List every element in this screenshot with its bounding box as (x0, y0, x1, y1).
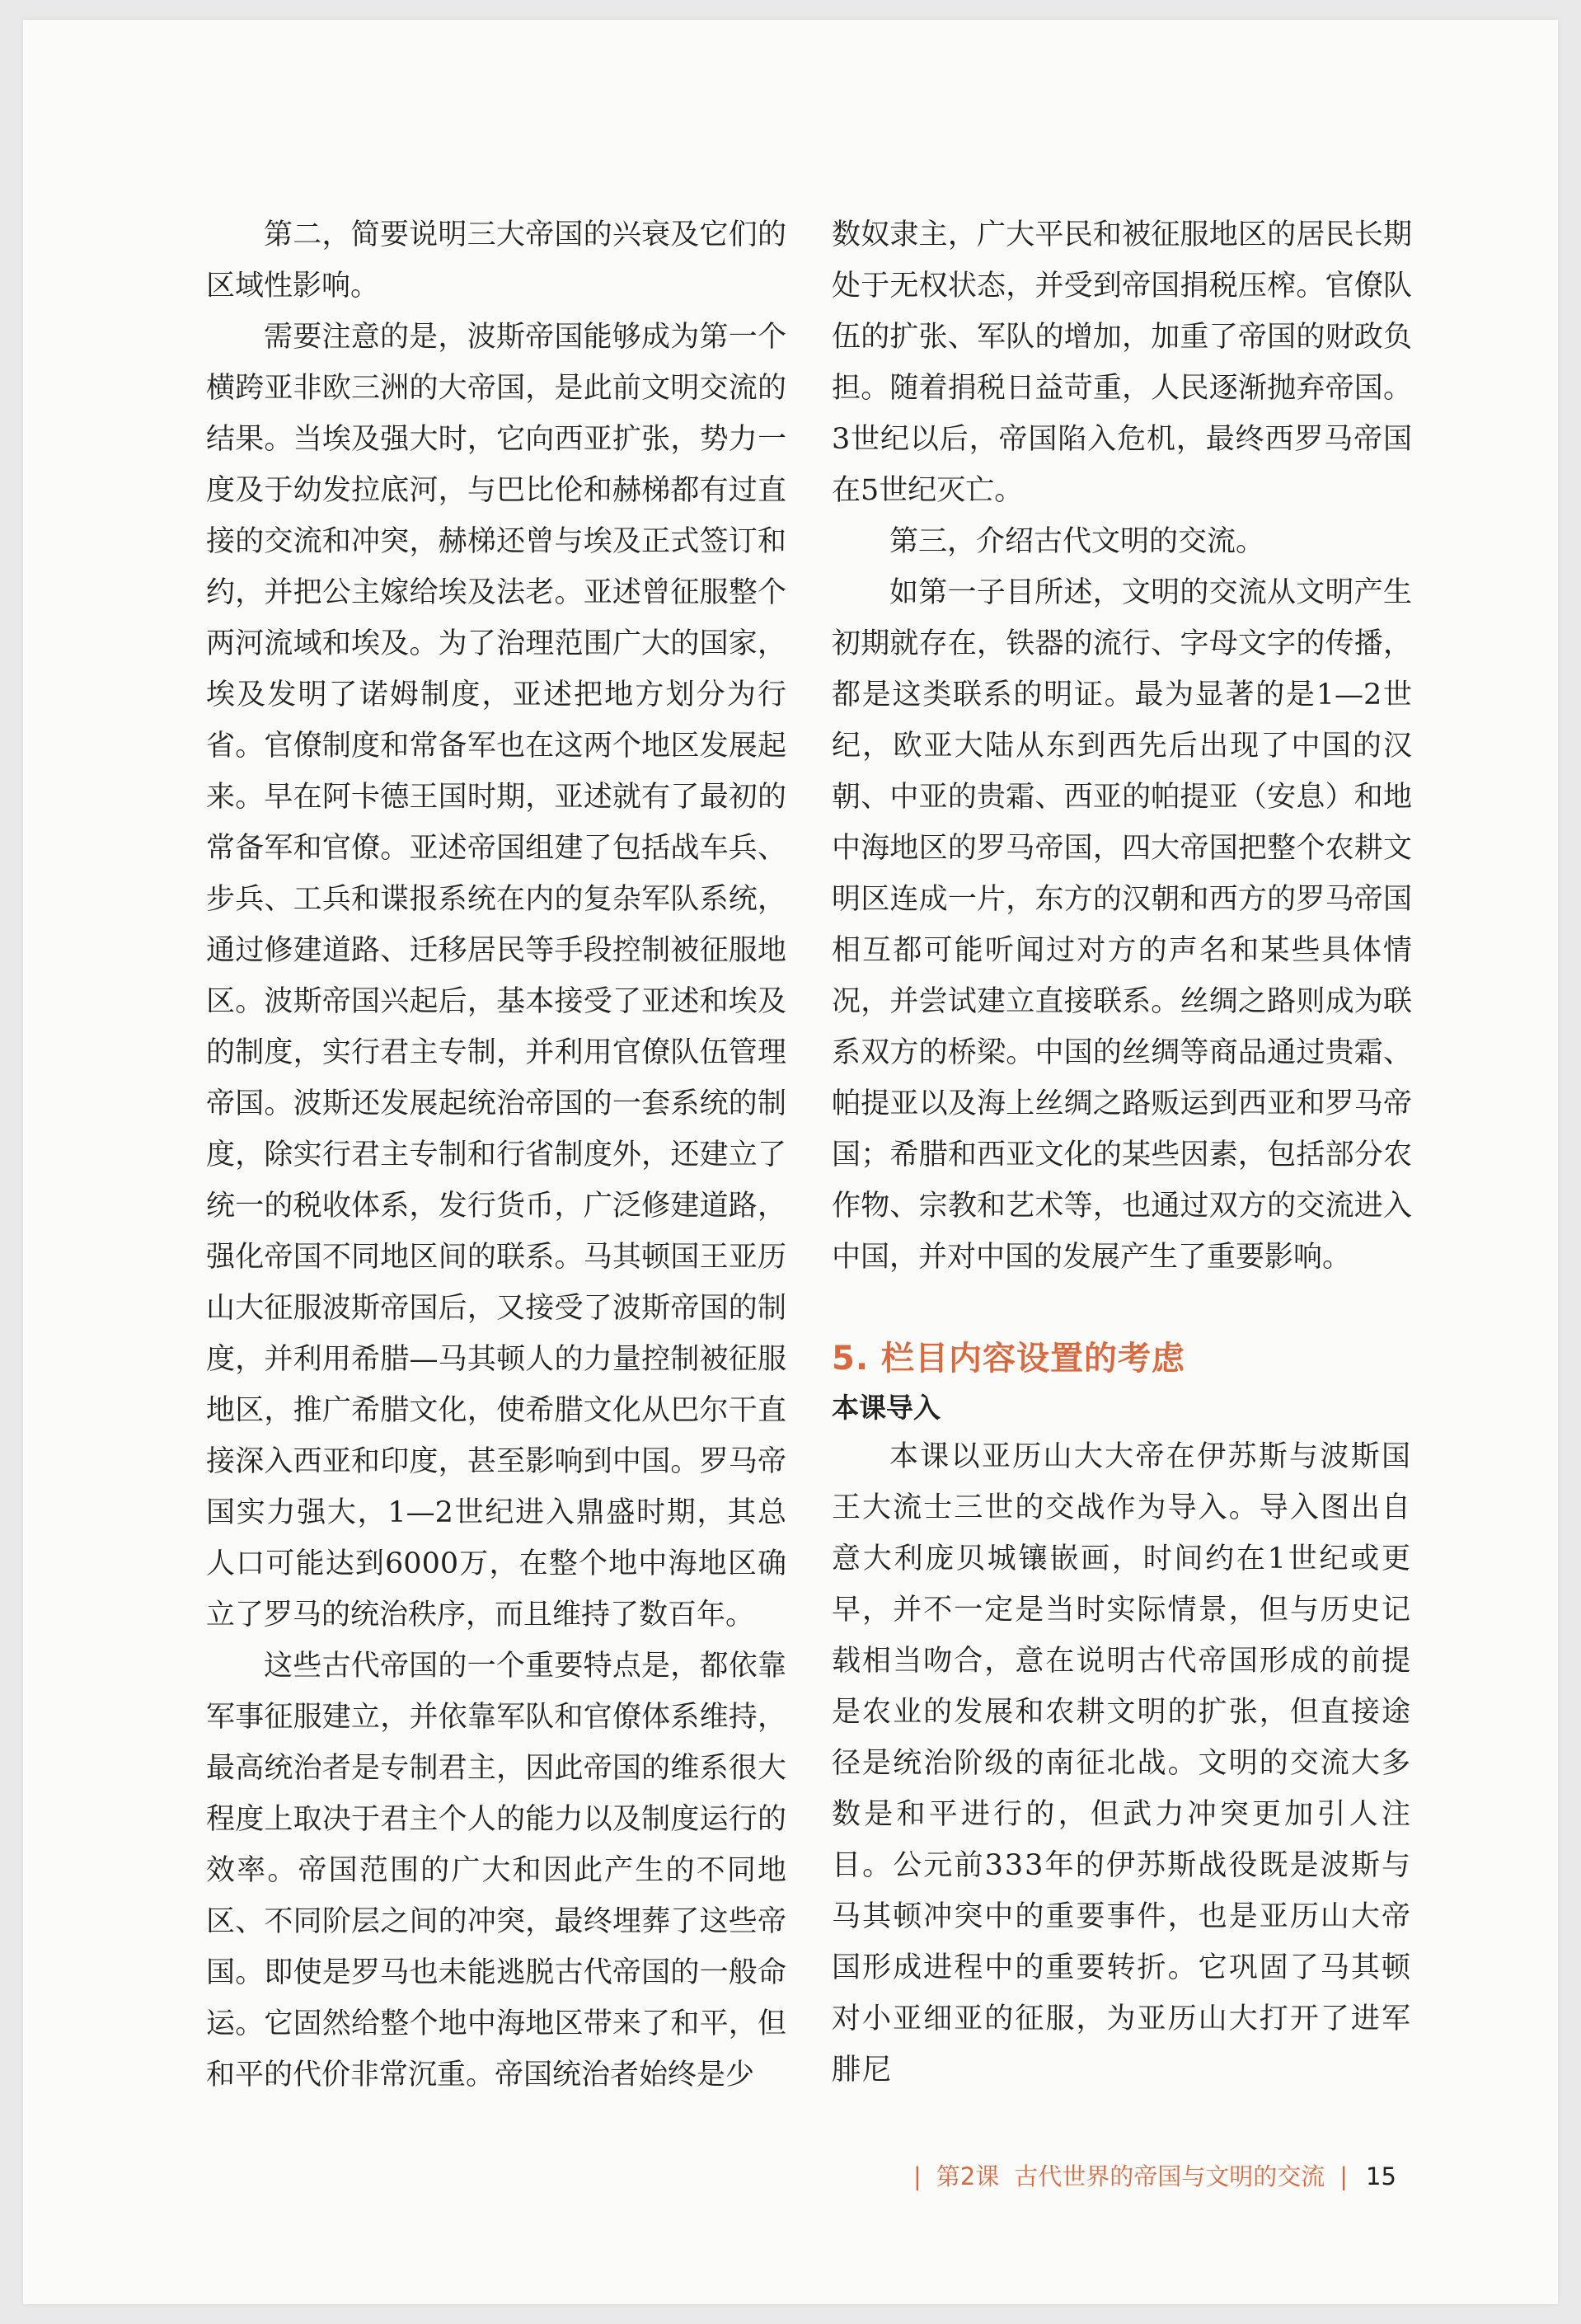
section-heading: 5. 栏目内容设置的考虑 (832, 1340, 1185, 1378)
sub-heading: 本课导入 (832, 1392, 941, 1424)
paragraph: 如第一子目所述，文明的交流从文明产生初期就存在，铁器的流行、字母文字的传播，都是这类联系的明证。最为显著的是1—2世纪，欧亚大陆从东到西先后出现了中国的汉朝、中亚的贵霜、西亚的帕提亚（安息）和地中海地区的罗马帝国，四大帝国把整个农耕文明区连成一片，东方的汉朝和西方的罗马帝国相互都可能听闻过对方的声名和某些具体情况，并尝试建立直接联系。丝绸之路则成为联系双方的桥梁。中国的丝绸等商品通过贵霜、帕提亚以及海上丝绸之路贩运到西亚和罗马帝国；希腊和西亚文化的某些因素，包括部分农作物、宗教和艺术等，也通过双方的交流进入中国，并对中国的发展产生了重要影响。 (832, 576, 1412, 1274)
left-column (206, 209, 786, 2101)
page-number: 15 (1366, 2162, 1396, 2190)
paragraph-continuation: 数奴隶主，广大平民和被征服地区的居民长期处于无权状态，并受到帝国捐税压榨。官僚队伍的扩张、军队的增加，加重了帝国的财政负担。随着捐税日益苛重，人民逐渐抛弃帝国。3世纪以后，帝国陷入危机，最终西罗马帝国在5世纪灭亡。 (832, 218, 1412, 507)
lesson-number: 第2课 (936, 2162, 1000, 2190)
paragraph: 本课以亚历山大大帝在伊苏斯与波斯国王大流士三世的交战作为导入。导入图出自意大利庞贝城镶嵌画，时间约在1世纪或更早，并不一定是当时实际情景，但与历史记载相当吻合，意在说明古代帝国形成的前提是农业的发展和农耕文明的扩张，但直接途径是统治阶级的南征北战。文明的交流大多数是和平进行的，但武力冲突更加引人注目。公元前333年的伊苏斯战役既是波斯与马其顿冲突中的重要事件，也是亚历山大帝国形成进程中的重要转折。它巩固了马其顿对小亚细亚的征服，为亚历山大打开了进军腓尼 (832, 1440, 1412, 2087)
footer-separator: | (1339, 2162, 1349, 2190)
lesson-title: 古代世界的帝国与文明的交流 (1014, 2162, 1325, 2190)
paragraph: 第三，介绍古代文明的交流。 (889, 525, 1265, 558)
right-column (832, 209, 1412, 2096)
paragraph: 这些古代帝国的一个重要特点是，都依靠军事征服建立，并依靠军队和官僚体系维持，最高统治者是专制君主，因此帝国的维系很大程度上取决于君主个人的能力以及制度运行的效率。帝国范围的广大和因此产生的不同地区、不同阶层之间的冲突，最终埋葬了这些帝国。即使是罗马也未能逃脱古代帝国的一般命运。它固然给整个地中海地区带来了和平，但和平的代价非常沉重。帝国统治者始终是少 (206, 1650, 786, 2092)
footer-separator: | (913, 2162, 922, 2190)
page-footer (913, 2160, 1474, 2193)
paragraph: 需要注意的是，波斯帝国能够成为第一个横跨亚非欧三洲的大帝国，是此前文明交流的结果。当埃及强大时，它向西亚扩张，势力一度及于幼发拉底河，与巴比伦和赫梯都有过直接的交流和冲突，赫梯还曾与埃及正式签订和约，并把公主嫁给埃及法老。亚述曾征服整个两河流域和埃及。为了治理范围广大的国家，埃及发明了诺姆制度，亚述把地方划分为行省。官僚制度和常备军也在这两个地区发展起来。早在阿卡德王国时期，亚述就有了最初的常备军和官僚。亚述帝国组建了包括战车兵、步兵、工兵和谍报系统在内的复杂军队系统，通过修建道路、迁移居民等手段控制被征服地区。波斯帝国兴起后，基本接受了亚述和埃及的制度，实行君主专制，并利用官僚队伍管理帝国。波斯还发展起统治帝国的一套系统的制度，除实行君主专制和行省制度外，还建立了统一的税收体系，发行货币，广泛修建道路，强化帝国不同地区间的联系。马其顿国王亚历山大征服波斯帝国后，又接受了波斯帝国的制度，并利用希腊—马其顿人的力量控制被征服地区，推广希腊文化，使希腊文化从巴尔干直接深入西亚和印度，甚至影响到中国。罗马帝国实力强大，1—2世纪进入鼎盛时期，其总人口可能达到6000万，在整个地中海地区确立了罗马的统治秩序，而且维持了数百年。 (206, 321, 786, 1631)
document-page (23, 20, 1558, 2304)
paragraph: 第二，简要说明三大帝国的兴衰及它们的区域性影响。 (206, 218, 786, 303)
